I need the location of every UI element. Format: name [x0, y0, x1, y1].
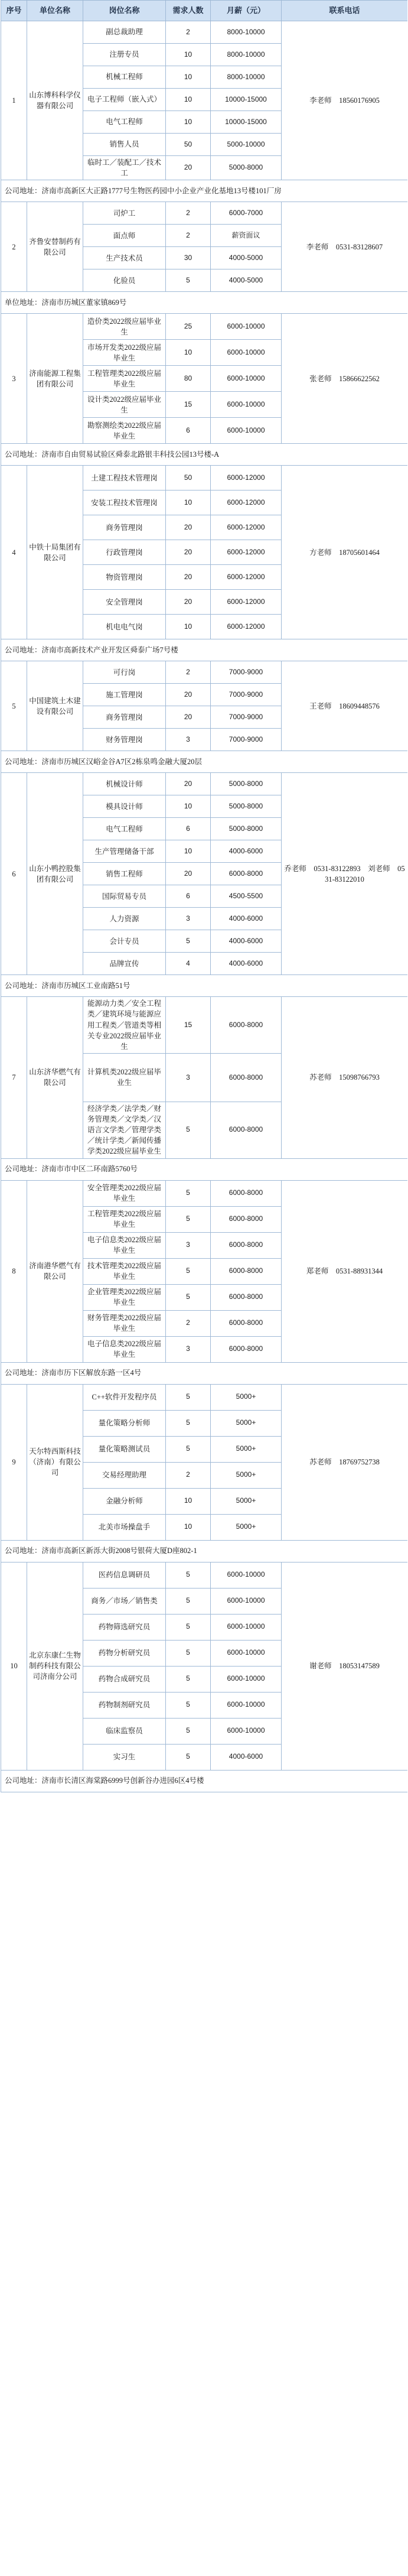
table-body [1, 21, 408, 1792]
job-listing-table [1, 0, 407, 1792]
position-name: 金融分析师 [83, 1488, 166, 1514]
position-name: 交易经理助理 [83, 1462, 166, 1488]
company-contact: 张老师 15866622562 [282, 314, 408, 444]
position-salary: 6000-10000 [211, 1640, 282, 1666]
company-contact: 李老师 0531-83128607 [282, 202, 408, 292]
company-contact: 郑老师 0531-88931344 [282, 1180, 408, 1362]
position-name: 机械工程师 [83, 66, 166, 89]
position-salary: 5000+ [211, 1384, 282, 1410]
position-name: 经济学类／法学类／财务管理类／文学类／汉语言文学类／管理学类／统计学类／新闻传播学类2022级应届毕业生 [83, 1102, 166, 1158]
position-salary: 6000-12000 [211, 590, 282, 615]
position-count: 2 [166, 21, 211, 44]
position-count: 6 [166, 418, 211, 444]
position-name: 财务管理岗 [83, 729, 166, 751]
company-seq: 6 [1, 773, 27, 975]
company-contact: 谢老师 18053147589 [282, 1562, 408, 1770]
position-salary: 6000-10000 [211, 1562, 282, 1588]
position-row [1, 21, 408, 44]
position-name: 电气工程师 [83, 111, 166, 134]
position-count: 2 [166, 225, 211, 247]
company-seq: 3 [1, 314, 27, 444]
position-name: 量化策略测试员 [83, 1436, 166, 1462]
position-count: 5 [166, 1284, 211, 1310]
company-address: 公司地址：济南市市中区二环南路5760号 [1, 1158, 408, 1180]
position-count: 20 [166, 684, 211, 706]
position-count: 10 [166, 840, 211, 863]
position-salary: 7000-9000 [211, 729, 282, 751]
position-row [1, 314, 408, 340]
position-salary: 5000+ [211, 1488, 282, 1514]
position-salary: 5000-10000 [211, 134, 282, 156]
position-name: 电子信息类2022级应届毕业生 [83, 1336, 166, 1362]
position-name: 品牌宣传 [83, 953, 166, 975]
position-name: 商务管理岗 [83, 515, 166, 540]
position-name: 医药信息调研员 [83, 1562, 166, 1588]
position-salary: 6000-8000 [211, 1310, 282, 1336]
position-name: 物资管理岗 [83, 565, 166, 590]
position-salary: 8000-10000 [211, 21, 282, 44]
position-name: 安装工程技术管理岗 [83, 490, 166, 515]
position-salary: 5000+ [211, 1462, 282, 1488]
position-name: 生产技术员 [83, 247, 166, 269]
company-name: 山东小鸭控股集团有限公司 [27, 773, 83, 975]
company-address: 公司地址：济南市自由贸易试验区舜泰北路银丰科技公园13号楼-A [1, 444, 408, 466]
company-contact: 苏老师 15098766793 [282, 997, 408, 1158]
position-salary: 6000-8000 [211, 1258, 282, 1284]
position-count: 20 [166, 156, 211, 180]
company-seq: 5 [1, 661, 27, 751]
position-name: 商务／市场／销售类 [83, 1588, 166, 1614]
position-count: 5 [166, 1180, 211, 1206]
header-seq: 序号 [1, 1, 27, 21]
position-salary: 6000-10000 [211, 1614, 282, 1640]
position-salary: 5000+ [211, 1410, 282, 1436]
position-name: 机械设计师 [83, 773, 166, 795]
position-row [1, 1180, 408, 1206]
position-count: 5 [166, 1744, 211, 1770]
position-name: 施工管理岗 [83, 684, 166, 706]
position-name: 商务管理岗 [83, 706, 166, 729]
position-name: 技术管理类2022级应届毕业生 [83, 1258, 166, 1284]
position-count: 4 [166, 953, 211, 975]
position-count: 5 [166, 1588, 211, 1614]
position-salary: 6000-12000 [211, 490, 282, 515]
position-name: 化验员 [83, 269, 166, 292]
position-count: 20 [166, 863, 211, 885]
position-name: 生产管理储备干部 [83, 840, 166, 863]
position-salary: 6000-8000 [211, 997, 282, 1054]
position-salary: 6000-12000 [211, 565, 282, 590]
position-salary: 6000-7000 [211, 202, 282, 225]
position-count: 20 [166, 590, 211, 615]
position-count: 5 [166, 1692, 211, 1718]
position-name: 副总裁助理 [83, 21, 166, 44]
company-name: 北京东康仁生物制药科技有限公司济南分公司 [27, 1562, 83, 1770]
position-name: 市场开发类2022级应届毕业生 [83, 340, 166, 366]
position-salary: 4000-5000 [211, 247, 282, 269]
position-name: 安全管理岗 [83, 590, 166, 615]
position-count: 15 [166, 997, 211, 1054]
address-row [1, 751, 408, 773]
position-salary: 6000-8000 [211, 1180, 282, 1206]
position-salary: 6000-8000 [211, 1232, 282, 1258]
company-contact: 王老师 18609448576 [282, 661, 408, 751]
position-count: 5 [166, 1410, 211, 1436]
position-count: 15 [166, 392, 211, 418]
address-row [1, 180, 408, 202]
company-address: 公司地址：济南市历下区解放东路一区4号 [1, 1362, 408, 1384]
position-name: 工程管理类2022级应届毕业生 [83, 1206, 166, 1232]
position-name: 药物筛选研究员 [83, 1614, 166, 1640]
position-salary: 6000-8000 [211, 863, 282, 885]
position-salary: 6000-10000 [211, 1718, 282, 1744]
position-salary: 6000-8000 [211, 1053, 282, 1102]
position-salary: 10000-15000 [211, 111, 282, 134]
position-name: 临床监察员 [83, 1718, 166, 1744]
position-name: 可行岗 [83, 661, 166, 684]
header-position: 岗位名称 [83, 1, 166, 21]
position-name: 人力资源 [83, 908, 166, 930]
company-address: 公司地址：济南市长清区海棠路6999号创新谷办进园6区4号楼 [1, 1770, 408, 1792]
position-count: 3 [166, 1053, 211, 1102]
position-count: 5 [166, 1436, 211, 1462]
company-contact: 苏老师 18769752738 [282, 1384, 408, 1540]
position-count: 10 [166, 111, 211, 134]
position-name: 药物合成研究员 [83, 1666, 166, 1692]
position-name: 行政管理岗 [83, 540, 166, 565]
company-name: 中国建筑土木建设有限公司 [27, 661, 83, 751]
position-name: 北美市场操盘手 [83, 1514, 166, 1540]
company-address: 单位地址：济南市历城区董家镇869号 [1, 292, 408, 314]
position-name: 财务管理类2022级应届毕业生 [83, 1310, 166, 1336]
header-row [1, 1, 408, 21]
position-salary: 6000-10000 [211, 392, 282, 418]
position-salary: 6000-10000 [211, 340, 282, 366]
position-count: 20 [166, 706, 211, 729]
address-row [1, 1362, 408, 1384]
position-count: 10 [166, 1488, 211, 1514]
position-count: 20 [166, 773, 211, 795]
header-company: 单位名称 [27, 1, 83, 21]
position-count: 5 [166, 1384, 211, 1410]
position-salary: 6000-12000 [211, 515, 282, 540]
position-count: 5 [166, 930, 211, 953]
header-contact: 联系电话 [282, 1, 408, 21]
position-count: 5 [166, 1614, 211, 1640]
position-count: 20 [166, 515, 211, 540]
header-salary: 月薪（元） [211, 1, 282, 21]
position-name: 司炉工 [83, 202, 166, 225]
header-count: 需求人数 [166, 1, 211, 21]
position-name: 造价类2022级应届毕业生 [83, 314, 166, 340]
position-count: 30 [166, 247, 211, 269]
company-seq: 7 [1, 997, 27, 1158]
company-address: 公司地址：济南市高新区新泺大街2008号银荷大厦D座802-1 [1, 1540, 408, 1562]
company-name: 济南能源工程集团有限公司 [27, 314, 83, 444]
position-count: 3 [166, 1232, 211, 1258]
position-salary: 6000-10000 [211, 418, 282, 444]
company-name: 山东博科科学仪器有限公司 [27, 21, 83, 180]
position-count: 5 [166, 1206, 211, 1232]
position-salary: 5000-8000 [211, 156, 282, 180]
company-seq: 2 [1, 202, 27, 292]
position-name: 国际贸易专员 [83, 885, 166, 908]
position-count: 5 [166, 1102, 211, 1158]
position-count: 5 [166, 1258, 211, 1284]
position-salary: 4000-5000 [211, 269, 282, 292]
position-salary: 7000-9000 [211, 684, 282, 706]
position-salary: 4000-6000 [211, 840, 282, 863]
position-name: 量化策略分析师 [83, 1410, 166, 1436]
position-count: 5 [166, 1718, 211, 1744]
position-name: 实习生 [83, 1744, 166, 1770]
position-salary: 5000-8000 [211, 773, 282, 795]
company-contact: 李老师 18560176905 [282, 21, 408, 180]
position-salary: 8000-10000 [211, 66, 282, 89]
position-count: 6 [166, 885, 211, 908]
position-name: 临时工／装配工／技术工 [83, 156, 166, 180]
company-seq: 10 [1, 1562, 27, 1770]
company-seq: 4 [1, 466, 27, 639]
company-seq: 9 [1, 1384, 27, 1540]
position-count: 50 [166, 134, 211, 156]
position-name: 设计类2022级应届毕业生 [83, 392, 166, 418]
position-salary: 6000-10000 [211, 1692, 282, 1718]
position-count: 80 [166, 366, 211, 392]
position-count: 10 [166, 1514, 211, 1540]
position-count: 2 [166, 202, 211, 225]
company-name: 天尔特西斯科技（济南）有限公司 [27, 1384, 83, 1540]
position-count: 5 [166, 1666, 211, 1692]
position-salary: 6000-8000 [211, 1284, 282, 1310]
position-salary: 5000-8000 [211, 795, 282, 818]
company-contact: 方老师 18705601464 [282, 466, 408, 639]
position-name: 面点师 [83, 225, 166, 247]
position-name: 销售工程师 [83, 863, 166, 885]
position-name: 会计专员 [83, 930, 166, 953]
position-salary: 5000-8000 [211, 818, 282, 840]
position-count: 10 [166, 89, 211, 111]
position-name: 电子信息类2022级应届毕业生 [83, 1232, 166, 1258]
position-name: 销售人员 [83, 134, 166, 156]
position-salary: 10000-15000 [211, 89, 282, 111]
company-name: 山东济华燃气有限公司 [27, 997, 83, 1158]
position-count: 10 [166, 66, 211, 89]
position-count: 5 [166, 269, 211, 292]
company-seq: 1 [1, 21, 27, 180]
position-salary: 6000-10000 [211, 1666, 282, 1692]
company-contact: 乔老师 0531-83122893 刘老师 0531-83122010 [282, 773, 408, 975]
position-count: 20 [166, 540, 211, 565]
position-salary: 4000-6000 [211, 930, 282, 953]
position-name: 安全管理类2022级应届毕业生 [83, 1180, 166, 1206]
position-count: 10 [166, 795, 211, 818]
position-salary: 6000-8000 [211, 1102, 282, 1158]
position-name: 电气工程师 [83, 818, 166, 840]
address-row [1, 1158, 408, 1180]
company-name: 齐鲁安替制药有限公司 [27, 202, 83, 292]
position-salary: 6000-10000 [211, 366, 282, 392]
position-salary: 4000-6000 [211, 1744, 282, 1770]
address-row [1, 975, 408, 997]
position-row [1, 997, 408, 1054]
position-row [1, 202, 408, 225]
position-name: 药物制剂研究员 [83, 1692, 166, 1718]
position-salary: 5000+ [211, 1436, 282, 1462]
position-count: 3 [166, 1336, 211, 1362]
address-row [1, 1770, 408, 1792]
company-address: 公司地址：济南市高新区大正路1777号生物医药园中小企业产业化基地13号楼101厂房 [1, 180, 408, 202]
position-name: 机电电气岗 [83, 615, 166, 639]
position-count: 50 [166, 466, 211, 490]
position-count: 2 [166, 661, 211, 684]
position-salary: 8000-10000 [211, 44, 282, 66]
position-count: 10 [166, 340, 211, 366]
position-salary: 7000-9000 [211, 661, 282, 684]
address-row [1, 639, 408, 661]
position-salary: 6000-12000 [211, 615, 282, 639]
position-count: 10 [166, 615, 211, 639]
position-name: 模具设计师 [83, 795, 166, 818]
position-name: 注册专员 [83, 44, 166, 66]
position-count: 10 [166, 44, 211, 66]
position-count: 6 [166, 818, 211, 840]
position-salary: 4500-5500 [211, 885, 282, 908]
position-count: 3 [166, 908, 211, 930]
position-salary: 6000-12000 [211, 466, 282, 490]
position-name: 能源动力类／安全工程类／建筑环境与能源应用工程类／管道类等相关专业2022级应届毕业生 [83, 997, 166, 1054]
position-salary: 薪资面议 [211, 225, 282, 247]
position-count: 2 [166, 1310, 211, 1336]
position-name: 工程管理类2022级应届毕业生 [83, 366, 166, 392]
position-row [1, 466, 408, 490]
company-name: 济南港华燃气有限公司 [27, 1180, 83, 1362]
address-row [1, 444, 408, 466]
company-address: 公司地址：济南市历城区汉峪金谷A7区2栋泉鸣金融大厦20层 [1, 751, 408, 773]
company-address: 公司地址：济南市高新技术产业开发区舜泰广场7号楼 [1, 639, 408, 661]
position-row [1, 661, 408, 684]
position-salary: 6000-8000 [211, 1336, 282, 1362]
position-count: 5 [166, 1640, 211, 1666]
position-count: 2 [166, 1462, 211, 1488]
table-header [1, 1, 408, 21]
address-row [1, 1540, 408, 1562]
position-salary: 5000+ [211, 1514, 282, 1540]
position-salary: 6000-10000 [211, 314, 282, 340]
position-row [1, 773, 408, 795]
company-address: 公司地址：济南市历城区工业南路51号 [1, 975, 408, 997]
position-name: 电子工程师（嵌入式） [83, 89, 166, 111]
position-row [1, 1384, 408, 1410]
position-count: 5 [166, 1562, 211, 1588]
position-name: 药物分析研究员 [83, 1640, 166, 1666]
job-listing-table-wrapper [1, 0, 407, 1792]
position-salary: 6000-12000 [211, 540, 282, 565]
position-salary: 4000-6000 [211, 908, 282, 930]
position-count: 25 [166, 314, 211, 340]
position-salary: 6000-8000 [211, 1206, 282, 1232]
position-salary: 7000-9000 [211, 706, 282, 729]
position-salary: 6000-10000 [211, 1588, 282, 1614]
address-row [1, 292, 408, 314]
company-seq: 8 [1, 1180, 27, 1362]
position-count: 3 [166, 729, 211, 751]
position-name: C++软件开发程序员 [83, 1384, 166, 1410]
company-name: 中铁十局集团有限公司 [27, 466, 83, 639]
position-name: 企业管理类2022级应届毕业生 [83, 1284, 166, 1310]
position-name: 土建工程技术管理岗 [83, 466, 166, 490]
position-salary: 4000-6000 [211, 953, 282, 975]
position-name: 计算机类2022级应届毕业生 [83, 1053, 166, 1102]
position-name: 勘察测绘类2022级应届毕业生 [83, 418, 166, 444]
position-count: 10 [166, 490, 211, 515]
position-row [1, 1562, 408, 1588]
position-count: 20 [166, 565, 211, 590]
